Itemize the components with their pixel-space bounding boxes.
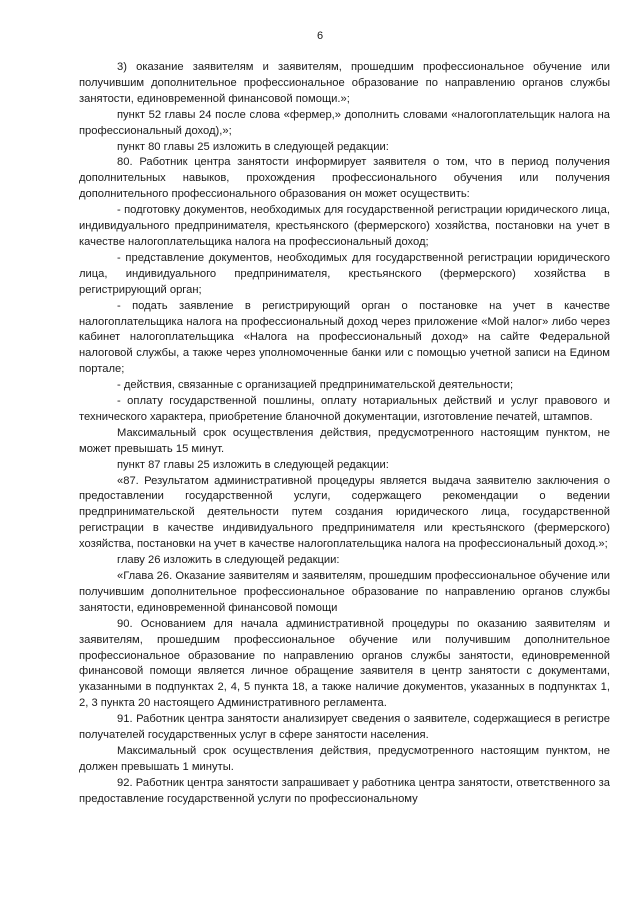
paragraph-max-time-1: Максимальный срок осуществления действия, предусмотренного настоящим пунктом, не должен превышать 1 минуты.: [79, 744, 610, 773]
paragraph-point-90: 90. Основанием для начала административной процедуры по оказанию заявителям и заявителям, прошедшим профессиональное обучение или получившим дополнительное профессиональное образование по направлению органов службы занятости, единовременной финансовой помощи является личное обращение заявителя в центр занятости с документами, указанными в подпунктах 2, 4, 5 пункта 18, а также наличие документов, указанных в подпунктах 1, 2, 3 пункта 20 настоящего Административного регламента.: [79, 617, 610, 710]
document-body: [79, 60, 610, 808]
list-item-fee-payment: - оплату государственной пошлины, оплату нотариальных действий и услуг правового и технического характера, приобретение бланочной документации, изготовление печатей, штампов.: [79, 395, 610, 423]
list-item-document-submission: - представление документов, необходимых для государственной регистрации юридического лица, индивидуального предпринимателя, крестьянского (фермерского) хозяйства в регистрирующий орган;: [79, 251, 610, 296]
list-item-business-actions: - действия, связанные с организацией предпринимательской деятельности;: [117, 379, 514, 392]
list-item-document-preparation: - подготовку документов, необходимых для государственной регистрации юридического лица, индивидуального предпринимателя, крестьянского (фермерского) хозяйства, постановки на учет в качестве налогоплательщика налога на профессиональный доход;: [79, 204, 610, 248]
list-item-tax-registration: - подать заявление в регистрирующий орган о постановке на учет в качестве налогоплательщика налога на профессиональный доход через приложение «Мой налог» либо через кабинет налогоплательщика «Налога на профессиональный доход» на сайте Федеральной налоговой службы, а также через уполномоченные банки или с помощью учетной записи на Едином портале;: [79, 299, 610, 376]
page-number: 6: [316, 30, 324, 42]
paragraph-item-3-financial-aid: 3) оказание заявителям и заявителям, прошедшим профессиональное обучение или получившим дополнительное профессиональное образование по направлению органов службы занятости, единовременной финансовой помощи.»;: [79, 61, 610, 105]
paragraph-point-87-intro: пункт 87 главы 25 изложить в следующей редакции:: [117, 458, 389, 471]
paragraph-point-80: 80. Работник центра занятости информирует заявителя о том, что в период получения дополнительных навыков, прохождения профессионального обучения или получения дополнительного профессионального образования он может осуществить:: [79, 156, 610, 201]
paragraph-chapter-26-intro: главу 26 изложить в следующей редакции:: [117, 554, 340, 567]
paragraph-point-80-intro: пункт 80 главы 25 изложить в следующей редакции:: [117, 140, 389, 153]
paragraph-max-time-15: Максимальный срок осуществления действия, предусмотренного настоящим пунктом, не может превышать 15 минут.: [79, 426, 610, 455]
paragraph-point-91: 91. Работник центра занятости анализирует сведения о заявителе, содержащиеся в регистре получателей государственных услуг в сфере занятости населения.: [79, 713, 610, 742]
paragraph-point-87: «87. Результатом административной процедуры является выдача заявителю заключения о предоставлении государственной услуги, содержащего рекомендации о ведении предпринимательской деятельности путем создания юридического лица, государственной регистрации в качестве индивидуального предпринимателя или крестьянского (фермерского) хозяйства, постановки на учет в качестве налогоплательщика налога на профессиональный доход.»;: [79, 474, 610, 551]
paragraph-chapter-26-title: «Глава 26. Оказание заявителям и заявителям, прошедшим профессиональное обучение или получившим дополнительное профессиональное образование по направлению органов службы занятости, единовременной финансовой помощи: [79, 570, 610, 614]
paragraph-point-52-amendment: пункт 52 главы 24 после слова «фермер,» дополнить словами «налогоплательщик налога на профессиональный доход),»;: [79, 108, 610, 137]
paragraph-point-92: 92. Работник центра занятости запрашивает у работника центра занятости, ответственного за предоставление государственной услуги по профессиональному: [79, 776, 610, 805]
